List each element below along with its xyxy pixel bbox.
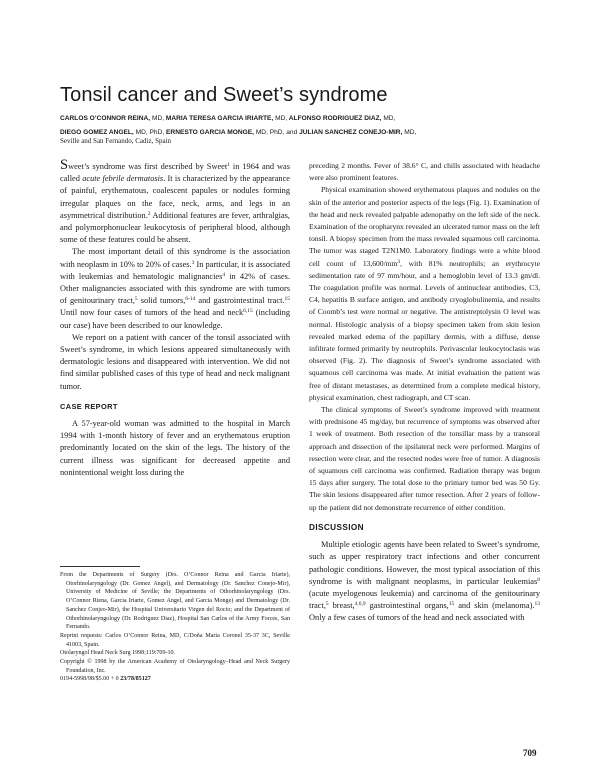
footnote-code [60, 675, 290, 684]
emphasis-term: acute febrile dermatosis [82, 174, 164, 184]
author-degree: MD, [151, 115, 165, 122]
text-run: Multiple etiologic agents have been related to Sweet’s syndrome, such as upper respiratory tract infections and other concurrent pathologic conditions. However, the most typical association of this syndrome is with malignant neoplasms, in particular leukemias [309, 540, 540, 586]
text-run: weet’s syndrome was first described by Sweet [68, 162, 228, 171]
author-name: DIEGO GOMEZ ANGEL, [60, 128, 134, 136]
text-run: . It is characterized by the appearance of painful, erythematous, coalescent papules or nodules forming irregular plaques on the face, neck, arms, and legs in an asymmetrical distribution. [60, 174, 290, 220]
text-run: and gastrointestinal tract. [195, 296, 285, 306]
footnote-copyright: Copyright © 1998 by the American Academy of Otolaryngology–Head and Neck Surgery Foundation, Inc. [60, 659, 290, 674]
text-run: Only a few cases of tumors of the head and neck associated with [309, 613, 525, 623]
superscript: 3 [397, 258, 401, 265]
author-conjunction: and [286, 128, 298, 136]
footnote-divider [60, 566, 140, 567]
author-location: Seville and San Fernando, Cadiz, Spain [60, 137, 172, 145]
body-paragraph [309, 539, 540, 624]
citation-ref: 15 [284, 296, 290, 303]
article-title: Tonsil cancer and Sweet’s syndrome [60, 84, 388, 106]
section-heading-case-report: CASE REPORT [60, 401, 118, 411]
text-run: and skin (melanoma). [454, 601, 535, 611]
text-run: (including our case) have been described to our knowledge. [60, 308, 290, 330]
text-run: in 1964 and was called [60, 162, 291, 184]
page-number: 709 [523, 748, 537, 758]
author-name: CARLOS O’CONNOR REINA, [60, 115, 151, 122]
text-run: Until now four cases of tumors of the head and neck [60, 308, 244, 318]
footnote-journal: Otolaryngol Head Neck Surg 1998;119:709-10. [60, 650, 176, 657]
citation-ref: 5 [134, 296, 138, 303]
citation-ref: 1 [227, 162, 230, 168]
body-paragraph: preceding 2 months. Fever of 38.6° C, and chills associated with headache were also prominent features. [309, 161, 540, 183]
citation-ref: 8 [537, 576, 540, 583]
author-degree: MD, PhD, [255, 128, 285, 136]
footnotes [60, 571, 290, 684]
text-run: In particular, it is associated with leukemias and hematologic malignancies [60, 259, 290, 281]
body-paragraph [309, 184, 540, 404]
author-name: JULIAN SANCHEZ CONEJO-MIR, [299, 128, 403, 136]
right-column [309, 160, 540, 625]
citation-ref: 2 [147, 210, 151, 217]
author-degree: MD, PhD, [135, 128, 165, 136]
citation-ref: 6-14 [185, 296, 196, 303]
citation-ref: 5 [325, 601, 329, 608]
drop-cap: S [60, 157, 69, 173]
text-run: (acute myelogenous leukemia) and carcinoma of the genitourinary tract, [309, 588, 540, 611]
author-name: ALFONSO RODRIGUEZ DIAZ, [288, 115, 382, 122]
citation-ref: 4,6,9 [354, 601, 366, 608]
text-run: solid tumors, [137, 296, 186, 306]
body-paragraph: The clinical symptoms of Sweet’s syndrome improved with treatment with prednisone 45 mg/day, but recurrence of symptoms was observed after 1 week of treatment. Both resection of the tonsillar mass by a transoral approach and dissection of the ipsilateral neck were performed. Margins of resection were clear, and the resected nodes were free of tumor. A diagnosis of squamous cell carcinoma was confirmed. Radiation therapy was begun 15 days after surgery. The total dose to the primary tumor bed was 50 Gy. The skin lesions disappeared after tumor resection. After 2 years of follow-up the patient did not demonstrate recurrence of either condition. [309, 405, 540, 512]
author-degree: MD, [404, 128, 417, 136]
text-run: 0194-5998/98/$5.00 + 0 [60, 676, 121, 683]
text-run: breast, [328, 601, 355, 611]
footnote-reprints: Reprint requests: Carlos O’Connor Reina, MD, C/Doña Maria Coronel 35-37 3C, Seville 41003, Spain. [60, 632, 290, 648]
author-degree: MD, [275, 115, 288, 122]
intro-paragraph: We report on a patient with cancer of the tonsil associated with Sweet’s syndrome, in which lesions appeared simultaneously with dermatologic lesions and disappeared with intervention. We did not find similar published cases of this type of head and neck malignant tumor. [60, 332, 290, 391]
section-heading-discussion: DISCUSSION [309, 522, 364, 532]
text-run: , with 81% neutrophils; an erythrocyte sedimentation rate of 97 mm/hour, and a hemoglobin level of 13.3 gm/dl. The coagulation profile was normal. Levels of antinuclear antibodies, C3, C4, hepatitis B surface antigen, and antibody cryoglobulinemia, and results of Coomb’s test were normal or negative. The antistreptolysin O level was normal. Histologic analysis of a biopsy specimen taken from skin lesion revealed marked edema of the papillary dermis, with a diffuse, dense infiltrate formed primarily by neutrophils. Perivascular leukocytoclasis was observed (Fig. 2). The diagnosis of Sweet’s syndrome associated with squamous cell carcinoma was made. At initial evaluation the patient was free of distant metastases, as determined from a complete medical history, physical examination, chest radiograph, and CT scan. [309, 258, 540, 402]
footnote-affiliation: From the Departments of Surgery (Drs. O’Connor Reina and Garcia Iriarte), Otorhinolaryngology (Dr. Gomez Angel), and Dermatology (Dr. Sanchez Conejo-Mir), University of Medicine of Seville; the Departments of Othorhinolaryngology (Drs. O’Connor Riena, Garcia Iriarte, Gomez Angel, and Garcia Monge) and Dermatology (Dr. Sanchez Conjeo-Mir), the Hospital Universitario Virgen del Rocio; and the Department of Othorhinolaryngology (Dr. Rodriguez Diaz), Hospital San Carlos of the Army Forces, San Fernando. [60, 572, 290, 631]
intro-paragraph [60, 157, 291, 246]
text-run: Additional features are fever, arthralgias, and polymorphonuclear leukocytosis of peripheral blood, although some of these features could be absent. [60, 210, 290, 245]
text-run: Physical examination showed erythematous plaques and nodules on the skin of the anterior and posterior aspects of the legs (Fig. 1). Examination of the head and neck revealed palpable adenopathy on the left side of the neck. Examination of the oropharynx revealed an ulcerated tumor mass on the left tonsil. A biopsy specimen from the mass revealed squamous cell carcinoma. The tumor was staged T2N1M0. Laboratory findings were a white blood cell count of 13,600/mm [309, 185, 540, 268]
text-run: in 42% of cases. Other malignancies associated with this syndrome are with tumors of genitourinary tract, [60, 271, 290, 306]
author-name: MARIA TERESA GARCIA IRIARTE, [165, 115, 274, 122]
body-paragraph: A 57-year-old woman was admitted to the hospital in March 1994 with 1-month history of fever and an erythematous eruption predominantly located on the skin of the legs. The history of the current illness was significant for decreased appetite and nonintentional weight loss during the [60, 419, 290, 477]
citation-ref: 6,15 [243, 308, 253, 315]
author-degree: MD, [383, 115, 396, 122]
citation-ref: 15 [448, 601, 455, 608]
left-column [60, 157, 291, 479]
intro-paragraph [60, 246, 290, 331]
citation-ref: 13 [534, 601, 540, 608]
author-list [60, 112, 560, 139]
text-run: 23/78/85127 [120, 676, 151, 683]
citation-ref: 4 [222, 271, 226, 278]
citation-ref: 3 [191, 259, 195, 266]
author-name: ERNESTO GARCIA MONGE, [166, 128, 254, 136]
text-run: gastrointestinal organs, [365, 601, 449, 611]
text-run: The most important detail of this syndrome is the association with neoplasm in 10% to 20% of cases. [60, 247, 290, 269]
